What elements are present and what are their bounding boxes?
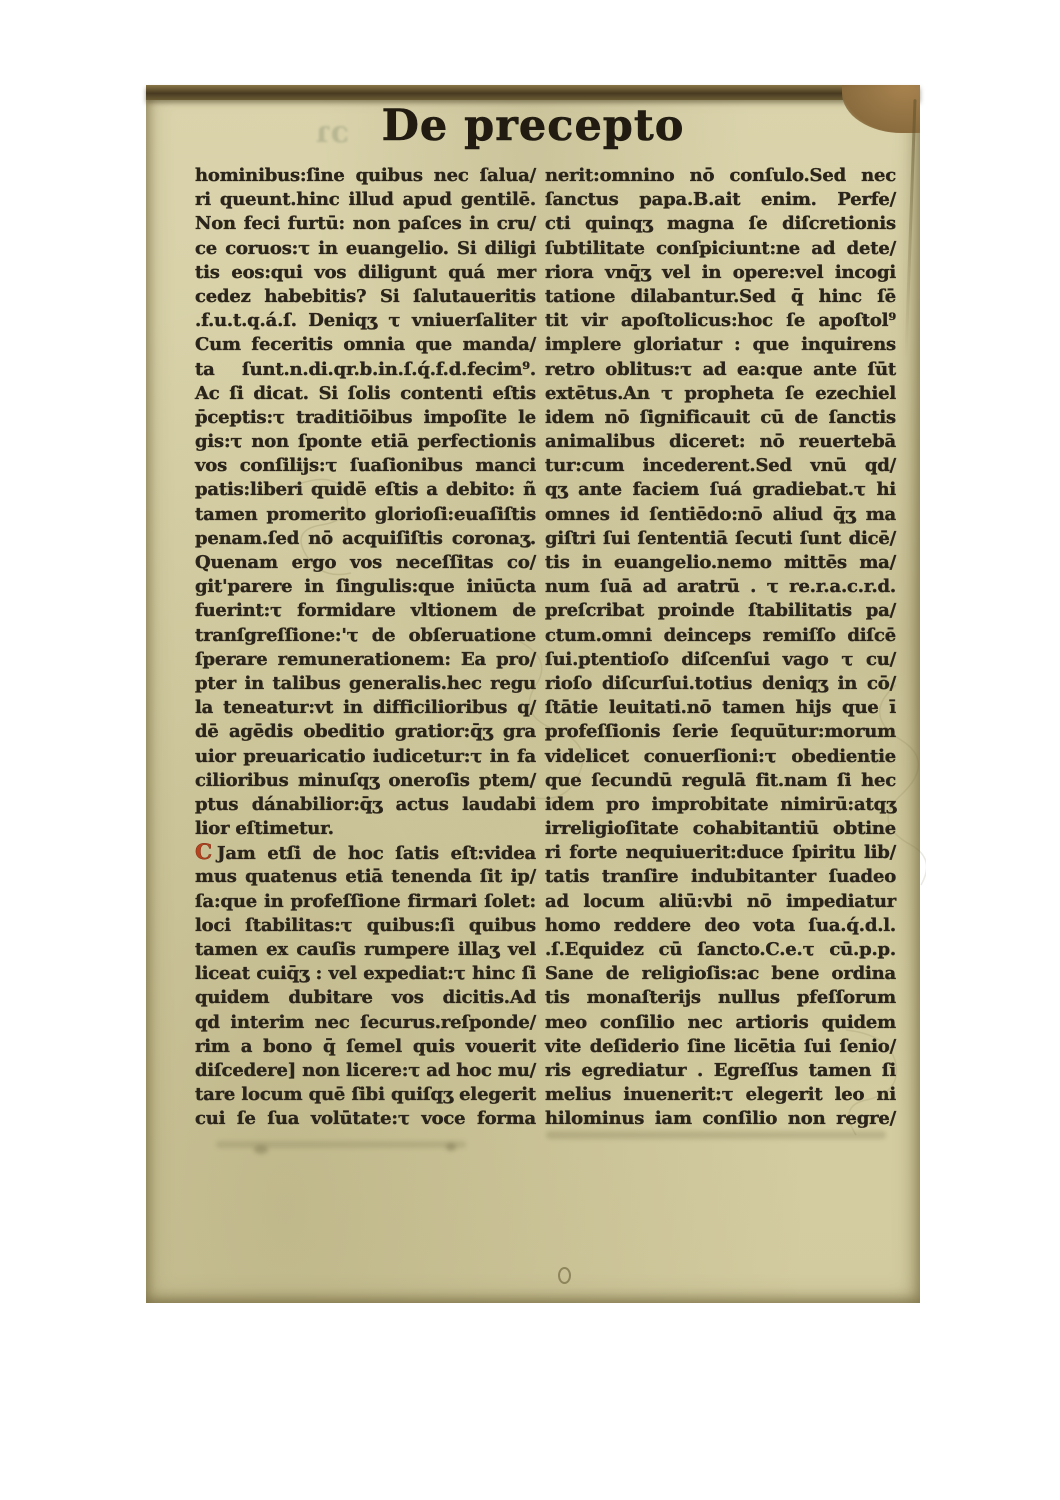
ring-stain <box>558 1267 571 1284</box>
text-line: vos conſilijs:τ ſuaſionibus manci <box>195 455 536 477</box>
text-line: ſtātie leuitati.nō tamen hijs que ī <box>545 697 896 719</box>
text-line: ptus dánabilior:q̄ʒ actus laudabi <box>195 793 536 815</box>
text-line: videlicet conuerſioni:τ obedientie <box>545 745 896 767</box>
text-line: ſubtilitate conſpiciunt:ne ad dete/ <box>545 237 896 259</box>
text-line: cedez habebitis? Si ſalutaueritis <box>195 285 536 307</box>
text-line: idem nō ſignificauit cū de ſanctis <box>545 406 896 428</box>
text-line: ctum.omni deinceps remiſſo diſcē <box>545 624 896 646</box>
text-line: loci ſtabilitas:τ quibus:ſi quibus <box>195 914 536 936</box>
text-line: tis in euangelio.nemo mittēs ma/ <box>545 552 896 573</box>
text-line: ſanctus papa.B.ait enim. Perfe/ <box>545 189 896 211</box>
text-line: tamen promerito glorioſi:euaſiſtis <box>195 503 536 525</box>
text-line: pter in talibus generalis.hec regu <box>195 672 536 694</box>
book-top-edge <box>146 85 920 100</box>
text-column-right <box>545 164 896 1132</box>
text-column-left <box>195 164 536 1132</box>
text-line: animalibus diceret: nō reuertebā <box>545 431 896 453</box>
text-line: fuerint:τ formidare vltionem de <box>195 600 536 622</box>
text-line: retro oblitus:τ ad ea:que ante ſūt <box>545 358 896 380</box>
text-line: mus quatenus etiā tenenda ſit ip/ <box>195 866 536 888</box>
text-line: ri forte nequiuerit:duce ſpiritu lib/ <box>545 842 896 864</box>
text-line: tamen ex cauſis rumpere illaʒ vel <box>195 939 536 960</box>
text-line: cui ſe ſua volūtate:τ voce forma <box>195 1108 536 1130</box>
text-line: riora vnq̄ʒ vel in opere:vel incogi <box>545 261 896 283</box>
text-line: tatis tranſire indubitanter ſuadeo <box>545 866 896 888</box>
text-line: ta ſunt.n.di.qr.b.in.ſ.q́.f.d.fecim⁹. <box>195 358 536 380</box>
text-line: cti quinqʒ magna ſe diſcretionis <box>545 213 896 235</box>
text-line: implere gloriatur : que inquirens <box>545 334 896 356</box>
text-line: melius inuenerit:τ elegerit leo ni <box>545 1084 896 1106</box>
text-line: rioſo diſcurſui.totius deniqʒ in cō/ <box>545 672 896 694</box>
paper-smudge <box>446 1143 456 1151</box>
text-line: rim a bono q̄ ſemel quis vouerit <box>195 1035 536 1057</box>
text-line: homo reddere deo vota ſua.q́.d.l. <box>545 914 896 936</box>
text-line: ce coruos:τ in euangelio. Si diligi <box>195 237 536 259</box>
text-line: .f.u.t.q.á.ſ. Deniqʒ τ vniuerſaliter <box>195 310 536 332</box>
text-line: lior eſtimetur. <box>195 818 334 840</box>
text-line: ſui.ptentioſo diſcenſui vago τ cu/ <box>545 648 896 670</box>
text-line: Ac ſi dicat. Si ſolis contenti eſtis <box>195 382 536 404</box>
text-line: hilominus iam conſilio non regre/ <box>545 1108 896 1130</box>
text-line: patis:liberi quidē eſtis a debito: ñ <box>195 479 536 501</box>
text-line: nerit:omnino nō conſulo.Sed nec <box>545 165 896 186</box>
text-line: tatione dilabantur.Sed q̄ hinc ſē <box>545 285 896 307</box>
text-line: tare locum quē ſibi quiſqʒ elegerit <box>195 1084 536 1106</box>
rubric-capitulum: C <box>195 840 212 866</box>
text-line: Cum feceritis omnia que manda/ <box>195 334 536 356</box>
text-line: qd interim nec ſecurus.reſponde/ <box>195 1011 536 1033</box>
text-line: Sane de religioſis:ac bene ordina <box>545 963 896 985</box>
text-line: git'parere in ſingulis:que iniūcta <box>195 576 536 598</box>
text-line: preſcribat proinde ſtabilitatis pa/ <box>545 600 896 622</box>
text-line: la teneatur:vt in difficilioribus q/ <box>195 697 536 719</box>
text-line: tis eos:qui vos diligunt quá mer <box>195 261 536 283</box>
text-line: Quenam ergo vos neceſſitas co/ <box>195 552 536 573</box>
book-page-scan <box>146 85 920 1303</box>
text-line: irreligioſitate cohabitantiū obtine <box>545 818 896 840</box>
text-line: tis monaſterijs nullus pfeſſorum <box>545 987 896 1009</box>
text-line: extētus.An τ propheta ſe ezechiel <box>545 382 896 404</box>
text-line: tur:cum incederent.Sed vnū qd/ <box>545 455 896 477</box>
text-line: que ſecundū regulā fit.nam ſi hec <box>545 769 896 791</box>
ink-bleedthrough: ɔɿ <box>316 115 349 150</box>
text-line: meo conſilio nec artioris quidem <box>545 1011 896 1033</box>
text-line: C Jam etſi de hoc ſatis eſt:videa <box>195 840 536 866</box>
text-line: giſtri ſui ſententiā ſecuti ſunt dicē/ <box>545 527 896 549</box>
text-line: p̄ceptis:τ traditiōibus impoſite le <box>195 406 536 428</box>
ink-offset-smear <box>546 1131 886 1139</box>
text-line: dē agēdis obeditio gratior:q̄ʒ gra <box>195 721 536 743</box>
text-line: ſa:que in profeſſione firmari ſolet: <box>195 890 536 912</box>
text-line: penam.ſed nō acquiſiſtis coronaʒ. <box>195 527 536 549</box>
text-line: .ſ.Equidez cū ſancto.C.e.τ cū.p.p. <box>545 939 896 960</box>
text-line: vite deſiderio ſine licētia ſui ſenio/ <box>545 1035 896 1057</box>
text-line: profeſſionis ſerie ſequūtur:morum <box>545 721 896 743</box>
text-line: tit vir apoſtolicus:hoc ſe apoſtol⁹ <box>545 310 896 332</box>
paper-smudge <box>254 1145 268 1154</box>
text-line: qʒ ante faciem ſuá gradiebat.τ hi <box>545 479 896 501</box>
text-line: uior preuaricatio iudicetur:τ in fa <box>195 745 536 767</box>
text-line: ri queunt.hinc illud apud gentilē. <box>195 189 536 211</box>
text-line: quidem dubitare vos dicitis.Ad <box>195 987 536 1009</box>
text-line: num ſuā ad aratrū . τ re.r.a.c.r.d. <box>545 576 896 598</box>
text-line: ſperare remunerationem: Ea pro/ <box>195 648 536 670</box>
text-line: omnes id ſentiēdo:nō aliud q̄ʒ ma <box>545 503 896 525</box>
text-line: hominibus:ſine quibus nec ſalua/ <box>195 165 536 186</box>
text-line: ris egrediatur . Egreſſus tamen ſi <box>545 1059 896 1081</box>
text-line: ad locum aliū:vbi nō impediatur <box>545 890 896 912</box>
text-line: cilioribus minuſqʒ oneroſis ptem/ <box>195 769 536 791</box>
text-line: gis:τ non ſponte etiā perfectionis <box>195 431 536 453</box>
text-line: liceat cuiq̄ʒ : vel expediat:τ hinc ſi <box>195 963 536 985</box>
text-line: idem pro improbitate nimirū:atqʒ <box>545 793 896 815</box>
text-line: Non feci furtū: non paſces in cru/ <box>195 213 536 235</box>
text-line: tranſgreſſione:'τ de obſeruatione <box>195 624 536 646</box>
text-line: diſcedere] non licere:τ ad hoc mu/ <box>195 1059 536 1081</box>
page-title: De precepto <box>381 101 685 151</box>
